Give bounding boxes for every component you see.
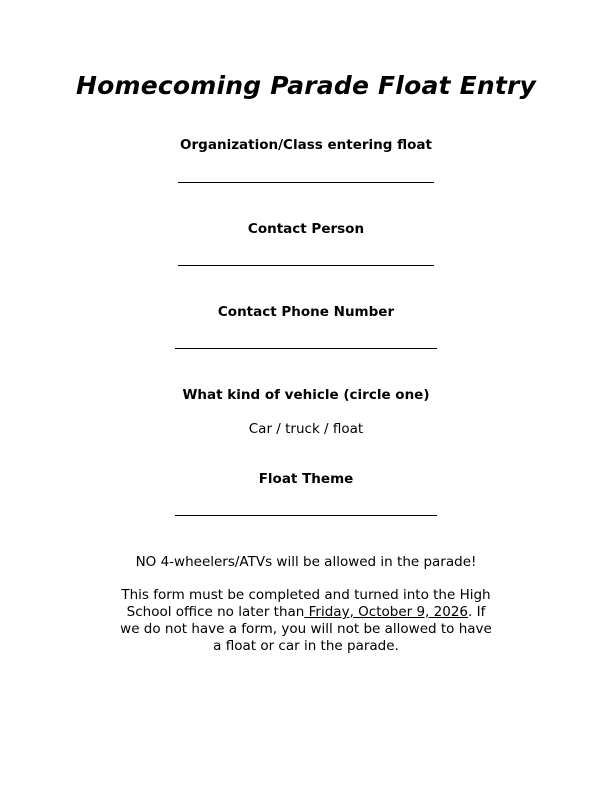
form-title: Homecoming Parade Float Entry — [75, 71, 537, 100]
contact-person-blank-line[interactable] — [178, 265, 434, 266]
vehicle-type-label: What kind of vehicle (circle one) — [182, 387, 430, 403]
deadline-date: Friday, October 9, 2026 — [304, 604, 468, 620]
contact-phone-label: Contact Phone Number — [217, 304, 395, 320]
vehicle-options[interactable]: Car / truck / float — [248, 421, 364, 437]
instructions-text-end: . If we do not have a form, you will not be allowed to have a float or car in the parade. — [120, 604, 492, 654]
float-theme-blank-line[interactable] — [175, 515, 437, 516]
submission-instructions — [116, 587, 496, 655]
float-theme-label: Float Theme — [258, 471, 354, 487]
atv-notice: NO 4-wheelers/ATVs will be allowed in the parade! — [135, 554, 477, 570]
instructions-text-start: This form must be completed and turned into the High School office no later than — [121, 587, 491, 620]
organization-blank-line[interactable] — [178, 182, 434, 183]
organization-label: Organization/Class entering float — [180, 137, 432, 153]
contact-phone-blank-line[interactable] — [175, 348, 437, 349]
contact-person-label: Contact Person — [247, 221, 365, 237]
